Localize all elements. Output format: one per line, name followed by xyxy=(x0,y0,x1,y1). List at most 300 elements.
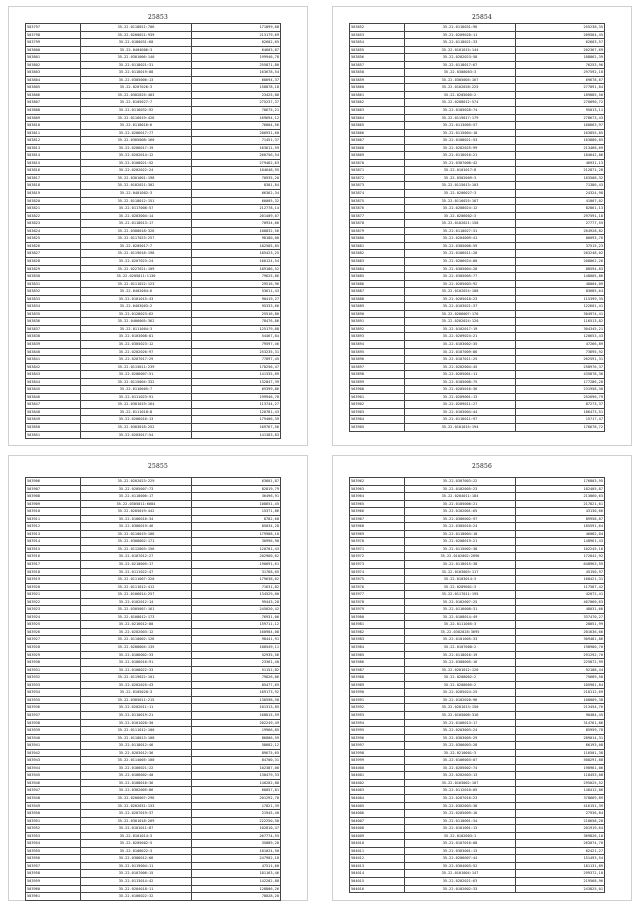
value-cell: 218658,28 xyxy=(516,817,605,825)
table-row xyxy=(26,832,281,840)
cadastral-number-cell: 35.22.0206027:3 xyxy=(405,190,516,198)
cadastral-number-cell: 35.22.0106002:33 xyxy=(81,651,192,659)
value-cell: 98441,91 xyxy=(192,636,281,644)
value-cell: 8301,84 xyxy=(192,182,281,190)
table-row xyxy=(350,295,605,303)
table-row xyxy=(350,674,605,682)
value-cell: 71631,82 xyxy=(192,583,281,591)
row-id-cell: 503860 xyxy=(350,84,405,92)
value-cell: 179638,62 xyxy=(192,576,281,584)
value-cell: 508291,88 xyxy=(516,757,605,765)
row-id-cell: 503938 xyxy=(26,719,81,727)
cadastral-number-cell: 35.22.0102017:19 xyxy=(405,325,516,333)
row-id-cell: 504007 xyxy=(350,817,405,825)
cadastral-number-cell: 35.22.0103014:3 xyxy=(405,576,516,584)
row-id-cell: 503868 xyxy=(350,144,405,152)
row-id-cell: 503859 xyxy=(350,76,405,84)
table-row xyxy=(350,205,605,213)
row-id-cell: 503820 xyxy=(26,197,81,205)
cadastral-number-cell: 35.22.0303001:13 xyxy=(405,847,516,855)
value-cell: 23425,80 xyxy=(192,91,281,99)
value-cell: 277891,84 xyxy=(516,84,605,92)
cadastral-number-cell: 35.22.0227021:109 xyxy=(81,265,192,273)
value-cell: 299372,10 xyxy=(516,870,605,878)
cadastral-number-cell: 35.22.0110005:7 xyxy=(81,386,192,394)
table-row xyxy=(350,174,605,182)
value-cell: 60057,81 xyxy=(192,787,281,795)
row-id-cell: 503882 xyxy=(350,250,405,258)
value-cell: 176678,72 xyxy=(516,423,605,431)
value-cell: 84700,31 xyxy=(192,757,281,765)
table-row xyxy=(26,719,281,727)
cadastral-number-cell: 35.22.0205018:23 xyxy=(405,295,516,303)
cadastral-number-cell: 35.22.0103008:81 xyxy=(81,333,192,341)
row-id-cell: 503971 xyxy=(350,545,405,553)
value-cell: 68694,37 xyxy=(192,76,281,84)
row-id-cell: 503921 xyxy=(26,591,81,599)
row-id-cell: 503845 xyxy=(26,386,81,394)
row-id-cell: 503857 xyxy=(350,61,405,69)
row-id-cell: 503858 xyxy=(350,69,405,77)
value-cell: 160904,08 xyxy=(192,628,281,636)
row-id-cell: 503906 xyxy=(26,478,81,486)
cadastral-number-cell: 35.22.0118015:38 xyxy=(405,561,516,569)
row-id-cell: 503815 xyxy=(26,159,81,167)
row-id-cell: 503952 xyxy=(26,825,81,833)
cadastral-number-cell: 35.22.0103002:107 xyxy=(405,779,516,787)
cadastral-number-cell: 35.22.0108021:53 xyxy=(405,137,516,145)
row-id-cell: 503899 xyxy=(350,378,405,386)
cadastral-number-cell: 35.22.0205002:74 xyxy=(405,764,516,772)
table-row xyxy=(350,107,605,115)
row-id-cell: 503810 xyxy=(26,122,81,130)
value-cell: 151493,54 xyxy=(516,855,605,863)
cadastral-number-cell: 35.22.0206002:3 xyxy=(405,212,516,220)
value-cell: 289014,31 xyxy=(516,734,605,742)
cadastral-number-cell: 35.22.0306019:46 xyxy=(81,523,192,531)
table-row xyxy=(26,576,281,584)
row-id-cell: 503883 xyxy=(350,257,405,265)
value-cell: 46931,13 xyxy=(516,159,605,167)
row-id-cell: 503964 xyxy=(350,493,405,501)
table-row xyxy=(350,802,605,810)
value-cell: 202960,62 xyxy=(192,553,281,561)
cadastral-number-cell: 35.22.0206017:77 xyxy=(81,129,192,137)
value-cell: 35889,28 xyxy=(192,840,281,848)
table-row xyxy=(26,91,281,99)
value-cell: 128806,26 xyxy=(192,885,281,893)
value-cell: 163678,54 xyxy=(192,69,281,77)
cadastral-number-cell: 35.22.0205003:92 xyxy=(405,280,516,288)
cadastral-number-cell: 35.22.0216012:80 xyxy=(81,621,192,629)
table-row xyxy=(350,591,605,599)
value-cell: 262591,31 xyxy=(516,356,605,364)
table-row xyxy=(26,711,281,719)
table-row xyxy=(350,393,605,401)
table-row xyxy=(350,182,605,190)
table-row xyxy=(350,348,605,356)
table-row xyxy=(350,613,605,621)
cadastral-number-cell: 35.22.0102007:25 xyxy=(405,598,516,606)
value-cell: 169694,12 xyxy=(192,114,281,122)
row-id-cell: 503812 xyxy=(26,137,81,145)
cadastral-number-cell: 35.22.0202004:45 xyxy=(405,363,516,371)
table-row xyxy=(26,561,281,569)
value-cell: 138598,58 xyxy=(192,696,281,704)
row-id-cell: 503988 xyxy=(350,674,405,682)
value-cell: 134529,00 xyxy=(192,591,281,599)
cadastral-number-cell: 35.22.0111012:100 xyxy=(81,727,192,735)
cadastral-number-cell: 35.22.0201013:150 xyxy=(405,704,516,712)
value-cell: 87273,37 xyxy=(516,401,605,409)
row-id-cell: 503866 xyxy=(350,129,405,137)
table-row xyxy=(26,659,281,667)
cadastral-number-cell: 35.22.0101001:13 xyxy=(405,825,516,833)
table-row xyxy=(26,493,281,501)
cadastral-number-cell: 35.22.0101015:43 xyxy=(81,295,192,303)
value-cell: 160663,97 xyxy=(516,122,605,130)
cadastral-number-cell: 35.22.0103021:37 xyxy=(405,303,516,311)
table-row xyxy=(26,401,281,409)
row-id-cell: 504010 xyxy=(350,840,405,848)
row-id-cell: 503907 xyxy=(26,485,81,493)
table-row xyxy=(350,810,605,818)
table-row xyxy=(350,742,605,750)
value-cell: 168421,31 xyxy=(516,576,605,584)
value-cell: 130479,33 xyxy=(192,772,281,780)
row-id-cell: 503912 xyxy=(26,523,81,531)
table-row xyxy=(26,310,281,318)
table-row xyxy=(350,371,605,379)
row-id-cell: 503914 xyxy=(26,538,81,546)
value-cell: 245020,42 xyxy=(192,606,281,614)
cadastral-number-cell: 35.22.0202003:13 xyxy=(405,772,516,780)
table-row xyxy=(26,772,281,780)
table-row xyxy=(26,76,281,84)
value-cell: 53611,43 xyxy=(192,288,281,296)
cadastral-number-cell: 35.22.0308002:171 xyxy=(81,538,192,546)
cadastral-number-cell: 35.22.0101011:87 xyxy=(81,825,192,833)
row-id-cell: 503798 xyxy=(26,31,81,39)
table-row xyxy=(350,265,605,273)
table-row xyxy=(350,749,605,757)
value-cell: 297591,18 xyxy=(516,212,605,220)
cadastral-number-cell: 35.22.0202025:43 xyxy=(81,681,192,689)
row-id-cell: 503956 xyxy=(26,855,81,863)
row-id-cell: 503826 xyxy=(26,242,81,250)
table-row xyxy=(26,190,281,198)
value-cell: 85477,65 xyxy=(192,681,281,689)
value-cell: 202249,49 xyxy=(192,719,281,727)
row-id-cell: 503886 xyxy=(350,280,405,288)
cadastral-number-cell: 35.22.0106021:22 xyxy=(81,764,192,772)
value-cell: 113744,27 xyxy=(192,401,281,409)
table-row xyxy=(26,205,281,213)
table-row xyxy=(26,356,281,364)
value-cell: 435878,36 xyxy=(516,371,605,379)
row-id-cell: 503931 xyxy=(26,666,81,674)
row-id-cell: 503980 xyxy=(350,613,405,621)
table-row xyxy=(350,99,605,107)
cadastral-number-cell: 35.22.0103002:35 xyxy=(405,340,516,348)
cadastral-number-cell: 35.22.0119022:101 xyxy=(81,674,192,682)
table-row xyxy=(350,386,605,394)
cadastral-number-cell: 35.22.0202025:99 xyxy=(405,144,516,152)
value-cell: 185423,25 xyxy=(192,250,281,258)
table-row xyxy=(350,273,605,281)
row-id-cell: 503895 xyxy=(350,348,405,356)
table-row xyxy=(26,318,281,326)
table-row xyxy=(26,885,281,893)
cadastral-number-cell: 35.22.0117008:57 xyxy=(81,205,192,213)
cadastral-number-cell: 35.22.0204009:41 xyxy=(405,235,516,243)
table-row xyxy=(350,114,605,122)
row-id-cell: 503818 xyxy=(26,182,81,190)
cadastral-number-cell: 35.22.0119018:198 xyxy=(81,250,192,258)
cadastral-number-cell: 35.22.0301018:209 xyxy=(81,817,192,825)
row-id-cell: 504011 xyxy=(350,847,405,855)
cadastral-number-cell: 35.22.0118021:31 xyxy=(81,61,192,69)
row-id-cell: 503919 xyxy=(26,576,81,584)
table-row xyxy=(26,250,281,258)
cadastral-number-cell: 35.22.0111022:47 xyxy=(81,568,192,576)
cadastral-number-cell: 35.22.0128023:62 xyxy=(81,310,192,318)
row-id-cell: 503933 xyxy=(26,681,81,689)
row-id-cell: 503942 xyxy=(26,749,81,757)
value-cell: 172042,92 xyxy=(516,553,605,561)
row-id-cell: 504016 xyxy=(350,885,405,893)
row-id-cell: 503972 xyxy=(350,553,405,561)
table-row xyxy=(350,855,605,863)
cadastral-number-cell: 35.22.0302009:3 xyxy=(405,174,516,182)
page-25855 xyxy=(8,455,308,901)
row-id-cell: 503920 xyxy=(26,583,81,591)
cadastral-number-cell: 35.22.0106002:40 xyxy=(81,772,192,780)
table-row xyxy=(26,288,281,296)
row-id-cell: 503934 xyxy=(26,689,81,697)
cadastral-number-cell: 35.22.0202023:229 xyxy=(81,478,192,486)
value-cell: 36496,91 xyxy=(192,493,281,501)
cadastral-number-cell: 35.22.0102012:14 xyxy=(81,598,192,606)
cadastral-number-cell: 35.22.0112003:156 xyxy=(81,545,192,553)
row-id-cell: 503940 xyxy=(26,734,81,742)
row-id-cell: 503904 xyxy=(350,416,405,424)
row-id-cell: 504014 xyxy=(350,870,405,878)
cadastral-number-cell: 35.22.0101017:8 xyxy=(405,167,516,175)
table-row xyxy=(350,197,605,205)
value-cell: 120653,43 xyxy=(516,333,605,341)
cadastral-number-cell: 35.22.0118013:17 xyxy=(81,220,192,228)
value-cell: 247902,18 xyxy=(192,855,281,863)
table-row xyxy=(350,794,605,802)
row-id-cell: 504015 xyxy=(350,877,405,885)
cadastral-number-cell: 35.22.0307003:22 xyxy=(405,478,516,486)
table-row xyxy=(350,493,605,501)
value-cell: 73695,92 xyxy=(516,348,605,356)
table-row xyxy=(350,416,605,424)
row-id-cell: 503905 xyxy=(350,423,405,431)
value-cell: 189885,50 xyxy=(516,91,605,99)
value-cell: 65399,86 xyxy=(192,386,281,394)
row-id-cell: 503989 xyxy=(350,681,405,689)
value-cell: 132847,39 xyxy=(192,378,281,386)
table-row xyxy=(350,870,605,878)
cadastral-number-cell: 35.22.0118017:67 xyxy=(405,61,516,69)
table-row xyxy=(350,817,605,825)
table-row xyxy=(26,265,281,273)
row-id-cell: 503813 xyxy=(26,144,81,152)
value-cell: 213468,69 xyxy=(516,144,605,152)
table-row xyxy=(26,870,281,878)
cadastral-number-cell: 35.22.0210001:3 xyxy=(405,749,516,757)
table-row xyxy=(350,190,605,198)
row-id-cell: 503822 xyxy=(26,212,81,220)
value-cell: 102810,47 xyxy=(192,825,281,833)
cadastral-number-cell: 35.22.0110019:106 xyxy=(81,530,192,538)
row-id-cell: 503864 xyxy=(350,114,405,122)
table-row xyxy=(26,54,281,62)
table-row xyxy=(350,689,605,697)
row-id-cell: 503995 xyxy=(350,727,405,735)
cadastral-number-cell: 35.22.0206007:170 xyxy=(405,310,516,318)
row-id-cell: 504000 xyxy=(350,764,405,772)
value-cell: 199946,78 xyxy=(192,393,281,401)
row-id-cell: 504009 xyxy=(350,832,405,840)
table-row xyxy=(26,810,281,818)
table-row xyxy=(350,779,605,787)
cadastral-number-cell: 35.22.0205005:2 xyxy=(405,91,516,99)
cadastral-number-cell: 35.22.0112010:05 xyxy=(405,787,516,795)
value-cell: 201292,78 xyxy=(192,794,281,802)
cadastral-number-cell: 35.22.0202011:11 xyxy=(81,704,192,712)
cadastral-number-cell: 35.22.0102020:96 xyxy=(405,696,516,704)
cadastral-number-cell: 35.22.0116031:96 xyxy=(405,24,516,32)
row-id-cell: 503962 xyxy=(350,478,405,486)
table-row xyxy=(350,825,605,833)
row-id-cell: 503896 xyxy=(350,356,405,364)
value-cell: 179988,10 xyxy=(192,530,281,538)
cadastral-number-cell: 35.22.0205001:11 xyxy=(405,371,516,379)
table-row xyxy=(350,787,605,795)
row-id-cell: 503948 xyxy=(26,794,81,802)
value-cell: 255238,35 xyxy=(516,24,605,32)
row-id-cell: 503848 xyxy=(26,408,81,416)
table-row xyxy=(26,651,281,659)
value-cell: 85034,28 xyxy=(192,523,281,531)
row-id-cell: 503910 xyxy=(26,508,81,516)
cadastral-number-cell: 35.22.0108012:173 xyxy=(81,613,192,621)
table-row xyxy=(350,478,605,486)
cadastral-number-cell: 35.22.0207016:23 xyxy=(405,794,516,802)
cadastral-number-cell: 35.22.0306002:97 xyxy=(405,515,516,523)
cadastral-number-cell: 35.22.0205009:16 xyxy=(405,810,516,818)
cadastral-number-cell: 35.22.0301001:198 xyxy=(81,174,192,182)
cadastral-number-cell: 35.22.0206007:44 xyxy=(405,855,516,863)
table-row xyxy=(350,485,605,493)
table-row xyxy=(350,401,605,409)
cadastral-number-cell: 35.22.0102021:302 xyxy=(81,182,192,190)
table-row xyxy=(26,862,281,870)
table-row xyxy=(26,802,281,810)
cadastral-number-cell: 35.22.0406005:362 xyxy=(81,318,192,326)
cadastral-number-cell: 35.22.0101014:3 xyxy=(81,832,192,840)
row-id-cell: 504002 xyxy=(350,779,405,787)
cadastral-number-cell: 35.22.0207017:29 xyxy=(81,356,192,364)
table-row xyxy=(350,606,605,614)
cadastral-number-cell: 35.22.0118016:19 xyxy=(405,651,516,659)
table-row xyxy=(350,734,605,742)
table-row xyxy=(350,91,605,99)
cadastral-number-cell: 35.22.0206007:296 xyxy=(81,794,192,802)
value-cell: 199946,78 xyxy=(192,54,281,62)
value-cell: 181163,46 xyxy=(192,870,281,878)
table-row xyxy=(350,167,605,175)
table-row xyxy=(26,107,281,115)
value-cell: 141335,89 xyxy=(192,371,281,379)
table-row xyxy=(26,99,281,107)
table-row xyxy=(350,227,605,235)
cadastral-number-cell: 35.22.0207026:3 xyxy=(81,84,192,92)
value-cell: 297592,18 xyxy=(516,69,605,77)
row-id-cell: 503927 xyxy=(26,636,81,644)
value-cell: 141383,83 xyxy=(192,431,281,439)
row-id-cell: 503923 xyxy=(26,606,81,614)
row-id-cell: 503842 xyxy=(26,363,81,371)
row-id-cell: 503831 xyxy=(26,280,81,288)
row-id-cell: 503992 xyxy=(350,704,405,712)
value-cell: 163880,85 xyxy=(516,137,605,145)
table-row xyxy=(350,877,605,885)
table-row xyxy=(26,523,281,531)
table-row xyxy=(26,69,281,77)
value-cell: 263074,70 xyxy=(516,840,605,848)
cadastral-number-cell: 35.22.0108022:3 xyxy=(81,847,192,855)
value-cell: 201636,66 xyxy=(516,628,605,636)
value-cell: 122601,41 xyxy=(516,303,605,311)
cadastral-number-cell: 35.22.0203003:24 xyxy=(405,727,516,735)
value-cell: 108009,38 xyxy=(516,696,605,704)
cadastral-number-cell: 35.22.0202022:24 xyxy=(81,167,192,175)
value-cell: 467060,63 xyxy=(516,598,605,606)
cadastral-number-cell: 35.22.0106003:07 xyxy=(405,757,516,765)
cadastral-number-cell: 35.22.0107008:2 xyxy=(405,644,516,652)
cadastral-number-cell: 35.22.0105006:21 xyxy=(405,500,516,508)
value-cell: 45150,97 xyxy=(516,568,605,576)
table-row xyxy=(350,280,605,288)
row-id-cell: 503850 xyxy=(26,423,81,431)
row-id-cell: 503941 xyxy=(26,742,81,750)
cadastral-number-cell: 35.22.0204011:184 xyxy=(405,493,516,501)
cadastral-number-cell: 35.22.0105008:316 xyxy=(405,711,516,719)
value-cell: 295025,52 xyxy=(516,779,605,787)
value-cell: 27777,55 xyxy=(516,220,605,228)
row-id-cell: 504013 xyxy=(350,862,405,870)
cadastral-number-cell: 35.22.0304003:52 xyxy=(405,862,516,870)
cadastral-number-cell: 35.22.0202031:133 xyxy=(81,802,192,810)
value-cell: 28051,99 xyxy=(516,621,605,629)
cadastral-number-cell: 35.22.0118016:6 xyxy=(81,122,192,130)
value-cell: 198961,06 xyxy=(516,764,605,772)
row-id-cell: 503986 xyxy=(350,659,405,667)
row-id-cell: 503805 xyxy=(26,84,81,92)
table-row xyxy=(26,485,281,493)
cadastral-number-cell: 35.22.0202026:97 xyxy=(81,348,192,356)
cadastral-number-cell: 35.22.0114005:100 xyxy=(81,757,192,765)
value-cell: 83685,64 xyxy=(516,288,605,296)
cadastral-number-cell: 35.22.0202014:12 xyxy=(81,152,192,160)
cadastral-number-cell: 35.22.0107009:86 xyxy=(405,348,516,356)
value-cell: 369826,10 xyxy=(516,832,605,840)
